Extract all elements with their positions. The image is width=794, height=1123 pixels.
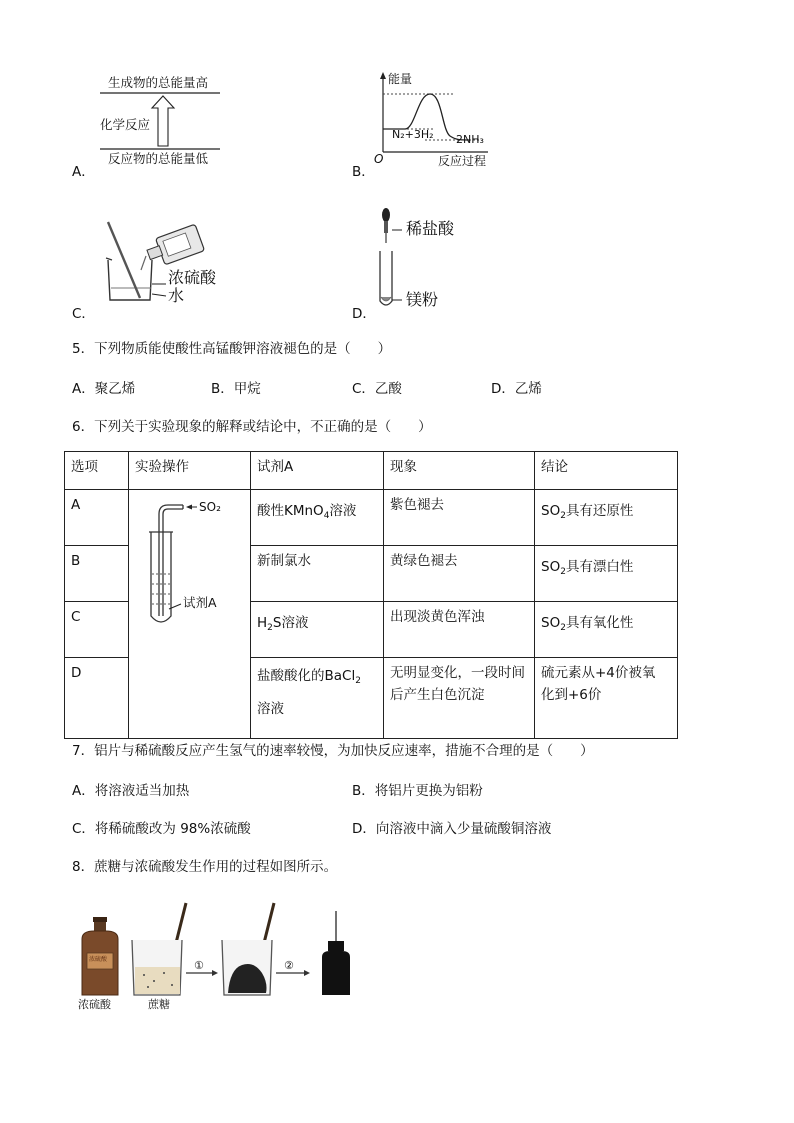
- option-c-label: C．: [72, 306, 95, 322]
- figure-b-products: 2NH₃: [456, 133, 484, 146]
- header-operation: 实验操作: [129, 452, 251, 490]
- apparatus-figure: [139, 500, 249, 634]
- row-d-option: D: [65, 658, 129, 739]
- row-b-conclusion: $SO_2$具有漂白性: [535, 546, 678, 602]
- option-b-figure: [370, 70, 500, 170]
- q5-stem: 5．下列物质能使酸性高锰酸钾溶液褪色的是（ ）: [72, 341, 392, 357]
- table-header-row: [65, 452, 678, 490]
- header-reagent: 试剂A: [251, 452, 384, 490]
- row-a-reagent: 酸性KMnO$_4$溶液: [251, 490, 384, 546]
- row-c-conclusion: $SO_2$具有氧化性: [535, 602, 678, 658]
- figure-c-water: 水: [168, 286, 185, 305]
- row-c-phenomenon: 出现淡黄色浑浊: [384, 602, 535, 658]
- figure-a-bottom-text: 反应物的总能量低: [108, 151, 209, 166]
- figure-b-y-axis: 能量: [388, 72, 413, 86]
- figure-c-acid: 浓硫酸: [168, 268, 217, 287]
- sugar-label: 蔗糖: [148, 998, 170, 1011]
- row-b-phenomenon: 黄绿色褪去: [384, 546, 535, 602]
- figure-a-top-text: 生成物的总能量高: [108, 75, 209, 90]
- row-b-reagent: 新制氯水: [251, 546, 384, 602]
- q8-figure: [74, 895, 364, 1015]
- q7-option-a: A．将溶液适当加热: [72, 783, 190, 799]
- step-1-label: ①: [194, 959, 204, 972]
- row-d-reagent: 盐酸酸化的BaCl$_2$ 溶液: [251, 658, 384, 739]
- row-d-phenomenon: 无明显变化，一段时间 后产生白色沉淀: [384, 658, 535, 739]
- q7-option-c: C．将稀硫酸改为 98%浓硫酸: [72, 821, 251, 837]
- row-c-reagent: $H_2S$溶液: [251, 602, 384, 658]
- q7-option-b: B．将铝片更换为铝粉: [352, 783, 483, 799]
- q6-table: [64, 451, 678, 739]
- row-d-conclusion: 硫元素从+4价被氧 化到+6价: [535, 658, 678, 739]
- row-c-option: C: [65, 602, 129, 658]
- figure-b-reactants: N₂+3H₂: [392, 128, 434, 141]
- q8-stem: 8．蔗糖与浓硫酸发生作用的过程如图所示。: [72, 859, 338, 875]
- q5-option-b: B．甲烷: [211, 381, 261, 397]
- header-option: 选项: [65, 452, 129, 490]
- figure-b-origin: O: [374, 152, 384, 166]
- apparatus-reagent-label: 试剂A: [183, 595, 217, 610]
- step-2-label: ②: [284, 959, 294, 972]
- row-b-option: B: [65, 546, 129, 602]
- apparatus-gas-label: SO₂: [199, 500, 221, 514]
- q7-stem: 7．铝片与稀硫酸反应产生氢气的速率较慢，为加快反应速率，措施不合理的是（ ）: [72, 743, 594, 759]
- figure-b-x-axis: 反应过程: [438, 154, 487, 168]
- acid-label: 浓硫酸: [78, 998, 111, 1011]
- table-row: [65, 490, 678, 546]
- header-conclusion: 结论: [535, 452, 678, 490]
- row-a-conclusion: $SO_2$具有还原性: [535, 490, 678, 546]
- apparatus-cell: [129, 490, 251, 739]
- option-a-label: A．: [72, 164, 95, 180]
- option-c-figure: [100, 212, 230, 312]
- option-d-figure: [372, 205, 482, 315]
- figure-d-powder: 镁粉: [406, 290, 439, 309]
- q5-option-c: C．乙酸: [352, 381, 402, 397]
- q6-stem: 6．下列关于实验现象的解释或结论中，不正确的是（ ）: [72, 419, 432, 435]
- q7-option-d: D．向溶液中滴入少量硫酸铜溶液: [352, 821, 552, 837]
- figure-a-middle-text: 化学反应: [100, 117, 151, 132]
- figure-d-acid: 稀盐酸: [406, 219, 455, 238]
- bottle-tag: 浓硫酸: [89, 956, 108, 963]
- row-a-option: A: [65, 490, 129, 546]
- option-d-label: D．: [352, 306, 376, 322]
- option-b-label: B．: [352, 164, 375, 180]
- q5-option-d: D．乙烯: [491, 381, 542, 397]
- q5-option-a: A．聚乙烯: [72, 381, 136, 397]
- header-phenomenon: 现象: [384, 452, 535, 490]
- row-a-phenomenon: 紫色褪去: [384, 490, 535, 546]
